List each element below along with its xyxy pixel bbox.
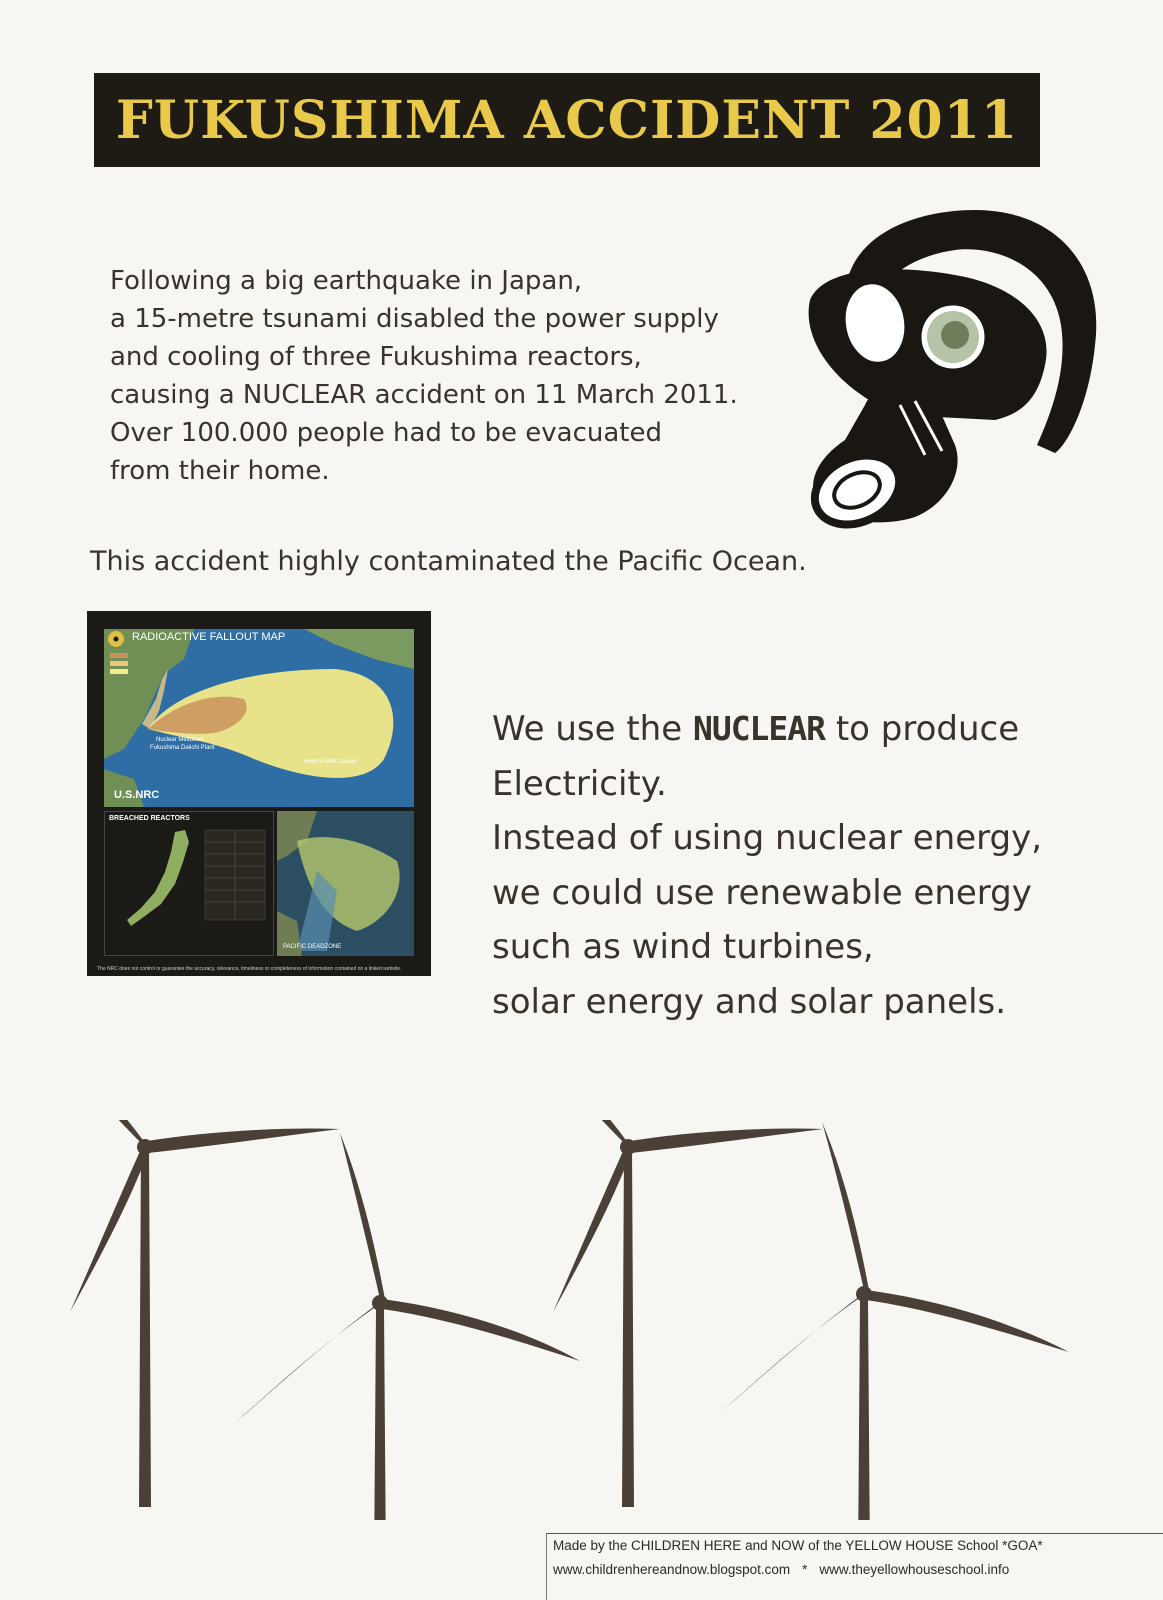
wind-turbine-1 <box>30 1120 340 1507</box>
contamination-statement: This accident highly contaminated the Pacific Ocean. <box>90 546 807 577</box>
intro-line: and cooling of three Fukushima reactors, <box>110 342 642 372</box>
wind-turbine-2-rotor <box>235 1133 580 1423</box>
message-line: Electricity. <box>492 763 667 804</box>
page-title: FUKUSHIMA ACCIDENT 2011 <box>115 89 1019 151</box>
message-text: to produce <box>825 709 1020 749</box>
wind-turbines-illustration <box>0 1120 1163 1520</box>
deadzone-map <box>277 811 414 956</box>
intro-line: causing a NUCLEAR accident on 11 March 2011. <box>110 380 738 410</box>
message-text: We use the <box>492 709 693 749</box>
gas-mask-icon <box>805 205 1115 545</box>
intro-line: from their home. <box>110 456 330 486</box>
nrc-logo: U.S.NRC <box>114 789 160 801</box>
ocean-label: North Pacific Ocean <box>304 759 358 765</box>
credit-links <box>553 1558 1163 1582</box>
message-line: such as wind turbines, <box>492 927 874 967</box>
plant-label: Fukushima Daiichi Plant <box>150 745 215 751</box>
pacific-deadzone-panel <box>277 811 414 956</box>
credit-footer <box>546 1533 1163 1600</box>
message-line <box>492 702 1112 757</box>
breached-reactors-label: BREACHED REACTORS <box>109 815 190 822</box>
wind-turbine-4 <box>858 1300 870 1520</box>
japan-map <box>105 812 273 955</box>
breached-reactors-panel <box>104 811 274 956</box>
intro-paragraph <box>110 262 810 490</box>
school-link[interactable]: www.theyellowhouseschool.info <box>819 1562 1010 1577</box>
nuclear-word: NUCLEAR <box>692 709 826 748</box>
message-line: solar energy and solar panels. <box>492 981 1007 1022</box>
message-line: we could use renewable energy <box>492 872 1032 913</box>
map-disclaimer: The NRC does not control or guarantee the accuracy, relevance, timeliness or completeness of information contained on a linked website. <box>97 966 402 972</box>
fallout-map <box>87 611 431 976</box>
fallout-map-title: RADIOACTIVE FALLOUT MAP <box>132 631 286 643</box>
intro-line: Over 100.000 people had to be evacuated <box>110 418 663 448</box>
fallout-map-graphic <box>104 629 414 807</box>
fallout-map-main <box>104 629 414 807</box>
message-line: Instead of using nuclear energy, <box>492 818 1043 858</box>
credit-line: Made by the CHILDREN HERE and NOW of the YELLOW HOUSE School *GOA* <box>553 1538 1043 1553</box>
title-banner <box>94 73 1040 167</box>
deadzone-label: PACIFIC DEADZONE <box>283 944 342 950</box>
renewable-message <box>492 702 1112 1029</box>
wind-turbine-3 <box>513 1120 823 1507</box>
credit-separator: * <box>802 1562 808 1577</box>
wind-turbine-2 <box>374 1310 386 1520</box>
wind-turbine-4-rotor <box>719 1122 1069 1414</box>
intro-line: Following a big earthquake in Japan, <box>110 266 583 296</box>
blog-link[interactable]: www.childrenhereandnow.blogspot.com <box>553 1562 791 1577</box>
intro-line: a 15-metre tsunami disabled the power supply <box>110 304 719 334</box>
meltdown-label: Nuclear Meltdown <box>156 737 205 743</box>
